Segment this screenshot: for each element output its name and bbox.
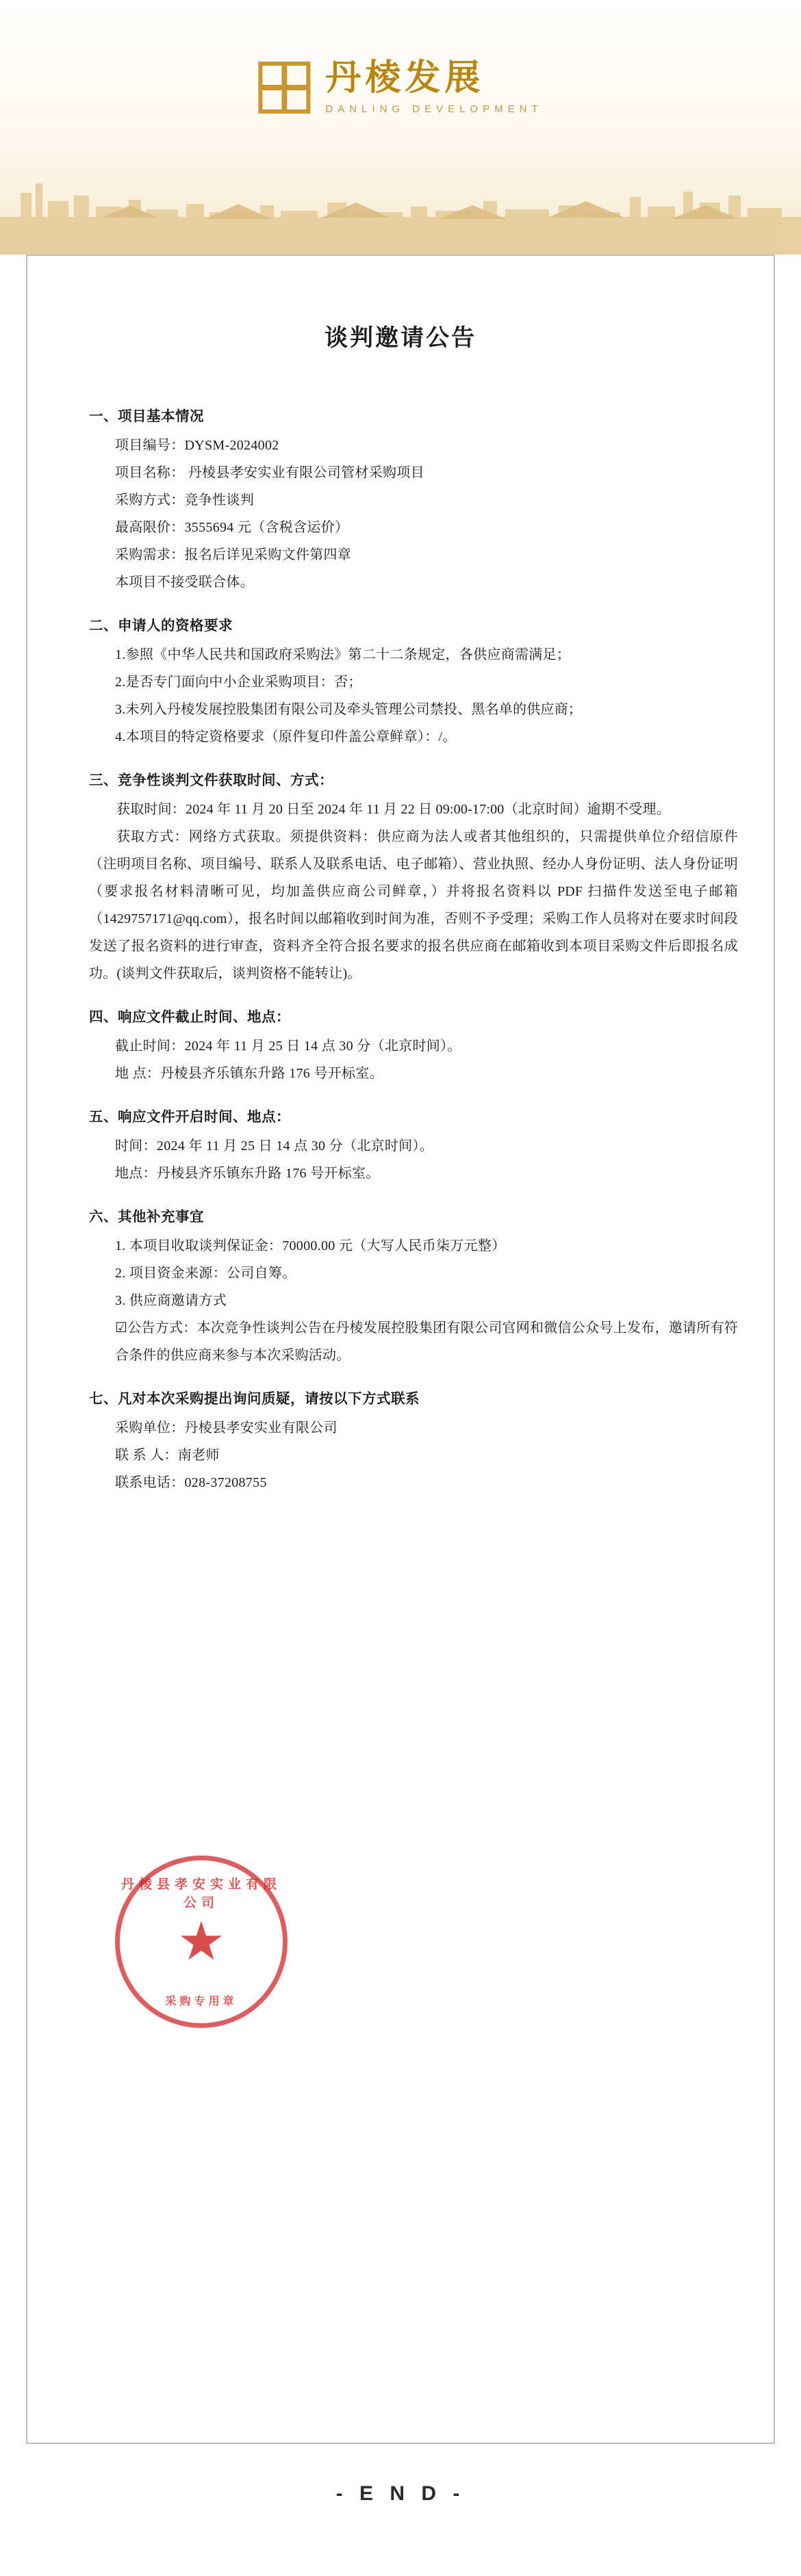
section-heading-3: 三、竞争性谈判文件获取时间、方式： (89, 772, 333, 788)
logo-english-name: DANLING DEVELOPMENT (325, 103, 543, 115)
section-5-line-1: 时间：2024 年 11 月 25 日 14 点 30 分（北京时间）。 (115, 1139, 434, 1154)
logo-text-block (325, 60, 542, 115)
section-heading-1: 一、项目基本情况 (89, 408, 204, 424)
section-1-line-6: 本项目不接受联合体。 (115, 575, 254, 590)
section-heading-6: 六、其他补充事宜 (89, 1209, 204, 1225)
section-1-line-2: 项目名称： 丹棱县孝安实业有限公司管材采购项目 (115, 465, 424, 480)
document-body-frame (26, 255, 775, 2444)
section-5-line-2: 地点：丹棱县齐乐镇东升路 176 号开标室。 (115, 1166, 380, 1181)
section-2-line-4: 4.本项目的特定资格要求（原件复印件盖公章鲜章）：/。 (115, 729, 457, 744)
section-1-line-5: 采购需求：报名后详见采购文件第四章 (115, 547, 352, 562)
section-heading-2: 二、申请人的资格要求 (89, 618, 233, 634)
section-6-line-1: 1. 本项目收取谈判保证金：70000.00 元（大写人民币柒万元整） (115, 1238, 506, 1253)
section-heading-5: 五、响应文件开启时间、地点： (89, 1109, 290, 1125)
section-1-line-3: 采购方式：竞争性谈判 (115, 493, 254, 508)
section-heading-7: 七、凡对本次采购提出询问质疑，请按以下方式联系 (89, 1391, 420, 1407)
page-title: 谈判邀请公告 (325, 325, 476, 351)
header-banner (0, 0, 801, 255)
section-7-line-1: 采购单位：丹棱县孝安实业有限公司 (115, 1420, 338, 1435)
seal-top-text: 丹棱县孝安实业有限公司 (120, 1877, 281, 1910)
section-7-line-3: 联系电话：028-37208755 (115, 1475, 267, 1490)
skyline-illustration (0, 152, 801, 255)
seal-star-icon: ★ (177, 1912, 225, 1971)
section-2-line-2: 2.是否专门面向中小企业采购项目：否； (115, 675, 362, 690)
logo-chinese-name: 丹棱发展 (325, 59, 485, 98)
section-heading-4: 四、响应文件截止时间、地点： (89, 1009, 290, 1025)
section-1-line-1: 项目编号：DYSM-2024002 (115, 438, 279, 453)
section-4-line-2: 地 点：丹棱县齐乐镇东升路 176 号开标室。 (115, 1066, 383, 1081)
document-end-mark: - E N D - (335, 2482, 466, 2505)
section-2-line-1: 1.参照《中华人民共和国政府采购法》第二十二条规定，各供应商需满足； (115, 647, 571, 662)
section-4-line-1: 截止时间：2024 年 11 月 25 日 14 点 30 分（北京时间）。 (115, 1039, 461, 1054)
seal-bottom-text: 采购专用章 (165, 1996, 238, 2007)
company-logo (258, 60, 542, 115)
window-grid-logo-icon (258, 62, 310, 114)
section-7-line-2: 联 系 人：南老师 (115, 1448, 220, 1463)
section-6-paragraph-1: ☑公告方式：本次竞争性谈判公告在丹棱发展控股集团有限公司官网和微信公众号上发布，邀请所有符合条件的供应商来参与本次采购活动。 (115, 1320, 738, 1363)
section-6-line-3: 3. 供应商邀请方式 (115, 1293, 227, 1308)
section-1-line-4: 最高限价：3555694 元（含税含运价） (115, 520, 349, 535)
section-2-line-3: 3.未列入丹棱发展控股集团有限公司及牵头管理公司禁投、黑名单的供应商； (115, 702, 582, 717)
section-6-line-2: 2. 项目资金来源：公司自筹。 (115, 1266, 296, 1281)
section-3-paragraph-1: 获取时间：2024 年 11 月 20 日至 2024 年 11 月 22 日 09:00-17:00（北京时间）逾期不受理。 (116, 802, 670, 817)
section-3-paragraph-2: 获取方式：网络方式获取。须提供资料：供应商为法人或者其他组织的，只需提供单位介绍信原件（注明项目名称、项目编号、联系人及联系电话、电子邮箱）、营业执照、经办人身份证明、法人身份证明（要求报名材料清晰可见，均加盖供应商公司鲜章，）并将报名资料以 PDF 扫描件发送至电子邮箱（1429757171@qq.com），报名时间以邮箱收到时间为准，否则不予受理；采购工作人员将对在要求时间段发送了报名资料的进行审查，资料齐全符合报名要求的报名供应商在邮箱收到本项目采购文件后即报名成功。(谈判文件获取后，谈判资格不能转让)。 (89, 829, 738, 981)
